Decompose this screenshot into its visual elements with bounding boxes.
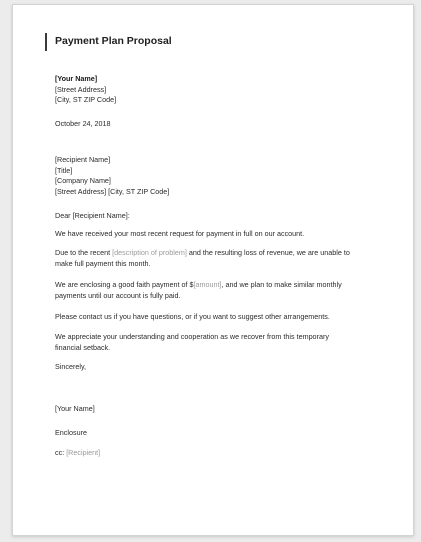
body-paragraph-4: [55, 312, 355, 323]
paragraph-text: We have received your most recent request for payment in full on our account.: [55, 229, 305, 238]
recipient-address: [Street Address] [City, ST ZIP Code]: [55, 186, 170, 196]
letter-date: October 24, 2018: [55, 119, 111, 128]
sender-block: [55, 74, 116, 106]
closing: Sincerely,: [55, 362, 87, 371]
letter-page: [12, 4, 414, 536]
paragraph-text: We appreciate your understanding and cooperation as we recover from this temporary financial setback.: [55, 332, 329, 352]
paragraph-text: Due to the recent: [55, 248, 113, 257]
signature-name: [Your Name]: [55, 404, 95, 413]
document-title: Payment Plan Proposal: [55, 35, 172, 47]
salutation: Dear [Recipient Name]:: [55, 211, 130, 220]
body-paragraph-1: [55, 229, 355, 240]
paragraph-text: Please contact us if you have questions, or if you want to suggest other arrangements.: [55, 312, 330, 321]
sender-street: [Street Address]: [55, 84, 107, 94]
placeholder-amount: [amount]: [193, 280, 222, 289]
sender-city: [City, ST ZIP Code]: [55, 95, 117, 104]
body-paragraph-3: [55, 280, 355, 301]
sender-name: [Your Name]: [55, 74, 98, 83]
placeholder-problem: [description of problem]: [112, 248, 187, 257]
cc-line: [55, 448, 100, 459]
title-accent-bar: [45, 33, 47, 51]
enclosure-line: Enclosure: [55, 428, 87, 437]
recipient-block: [55, 155, 169, 197]
paragraph-text: and the resulting loss of revenue, we are unable to make full payment this month.: [55, 248, 350, 268]
cc-label: cc:: [55, 448, 67, 457]
cc-recipient: [Recipient]: [66, 448, 101, 457]
recipient-name: [Recipient Name]: [55, 155, 111, 164]
recipient-title: [Title]: [55, 165, 73, 175]
body-paragraph-2: [55, 248, 355, 269]
body-paragraph-5: [55, 332, 355, 353]
paragraph-text: , and we plan to make similar monthly payments until our account is fully paid.: [55, 280, 342, 300]
recipient-company: [Company Name]: [55, 176, 111, 185]
paragraph-text: We are enclosing a good faith payment of $: [55, 280, 194, 289]
